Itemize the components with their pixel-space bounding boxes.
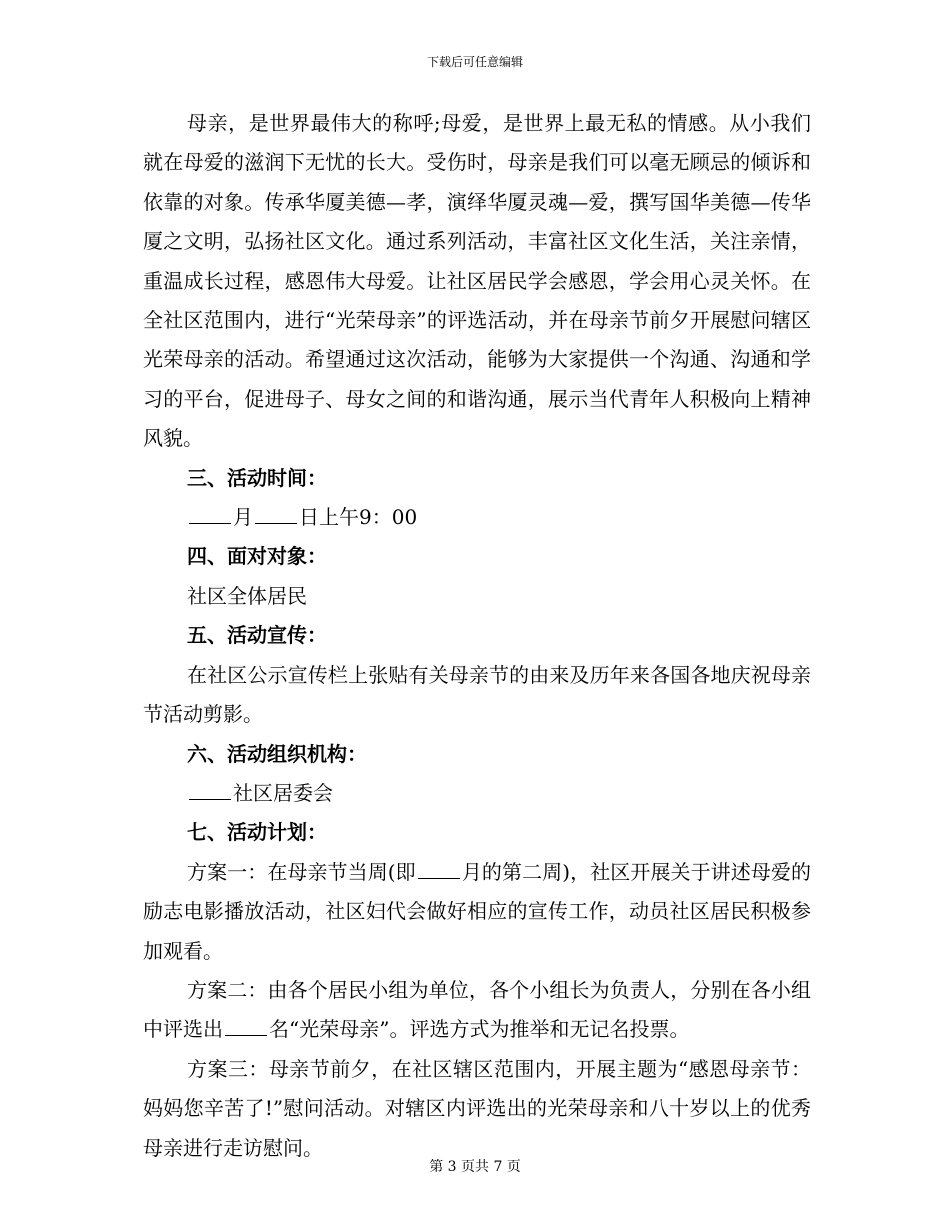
section-heading-plan: 七、活动计划：: [187, 820, 327, 845]
publicity-text: 在社区公示宣传栏上张贴有关母亲节的由来及历年来各国各地庆祝母亲节活动剪影。: [143, 662, 811, 727]
section-heading-time: 三、活动时间：: [187, 465, 327, 490]
plan-two-before: 方案二：由各个居民小组为单位，各个小组长为负责人，分别在各小组中评选出: [143, 977, 811, 1042]
section-heading-publicity: 五、活动宣传：: [187, 623, 327, 648]
month-label: 月: [233, 505, 253, 530]
plan-one-month-blank: [418, 877, 460, 879]
plan-two-paragraph: [143, 971, 811, 1050]
page-footer: 第 3 页共 7 页: [429, 1159, 521, 1175]
community-name-blank: [189, 798, 231, 800]
organization-line: [143, 774, 811, 813]
page-header: 下载后可任意编辑: [426, 55, 523, 69]
intro-paragraph: 母亲，是世界最伟大的称呼;母爱，是世界上最无私的情感。从小我们就在母爱的滋润下无忧的长大。受伤时，母亲是我们可以毫无顾忌的倾诉和依靠的对象。传承华厦美德—孝，演绎华厦灵魂—爱，撰写国华美德—传华厦之文明，弘扬社区文化。通过系列活动，丰富社区文化生活，关注亲情，重温成长过程，感恩伟大母爱。让社区居民学会感恩，学会用心灵关怀。在全社区范围内，进行“光荣母亲”的评选活动，并在母亲节前夕开展慰问辖区光荣母亲的活动。希望通过这次活动，能够为大家提供一个沟通、沟通和学习的平台，促进母子、母女之间的和谐沟通，展示当代青年人积极向上精神风貌。: [143, 111, 811, 451]
organization-text: 社区居委会: [233, 780, 333, 805]
plan-one-before: 方案一：在母亲节当周(即: [187, 859, 416, 884]
audience-text: 社区全体居民: [187, 583, 307, 608]
section-heading-audience: 四、面对对象：: [187, 544, 327, 569]
plan-two-count-blank: [225, 1034, 267, 1036]
plan-two-after: 名“光荣母亲”。评选方式为推举和无记名投票。: [269, 1017, 690, 1042]
plan-one-after: 月的第二周)，社区开展关于讲述母爱的励志电影播放活动，社区妇代会做好相应的宣传工作，动员社区居民积极参加观看。: [143, 859, 811, 963]
time-suffix: 日上午9：00: [299, 505, 418, 530]
section-heading-organization: 六、活动组织机构：: [187, 741, 367, 766]
plan-one-paragraph: [143, 853, 811, 971]
day-blank: [255, 522, 297, 524]
month-blank: [189, 522, 231, 524]
plan-three-paragraph: 方案三：母亲节前夕，在社区辖区范围内，开展主题为“感恩母亲节：妈妈您辛苦了!”慰问活动。对辖区内评选出的光荣母亲和八十岁以上的优秀母亲进行走访慰问。: [143, 1056, 811, 1160]
document-body: [143, 104, 811, 1168]
activity-time-line: [143, 498, 811, 537]
